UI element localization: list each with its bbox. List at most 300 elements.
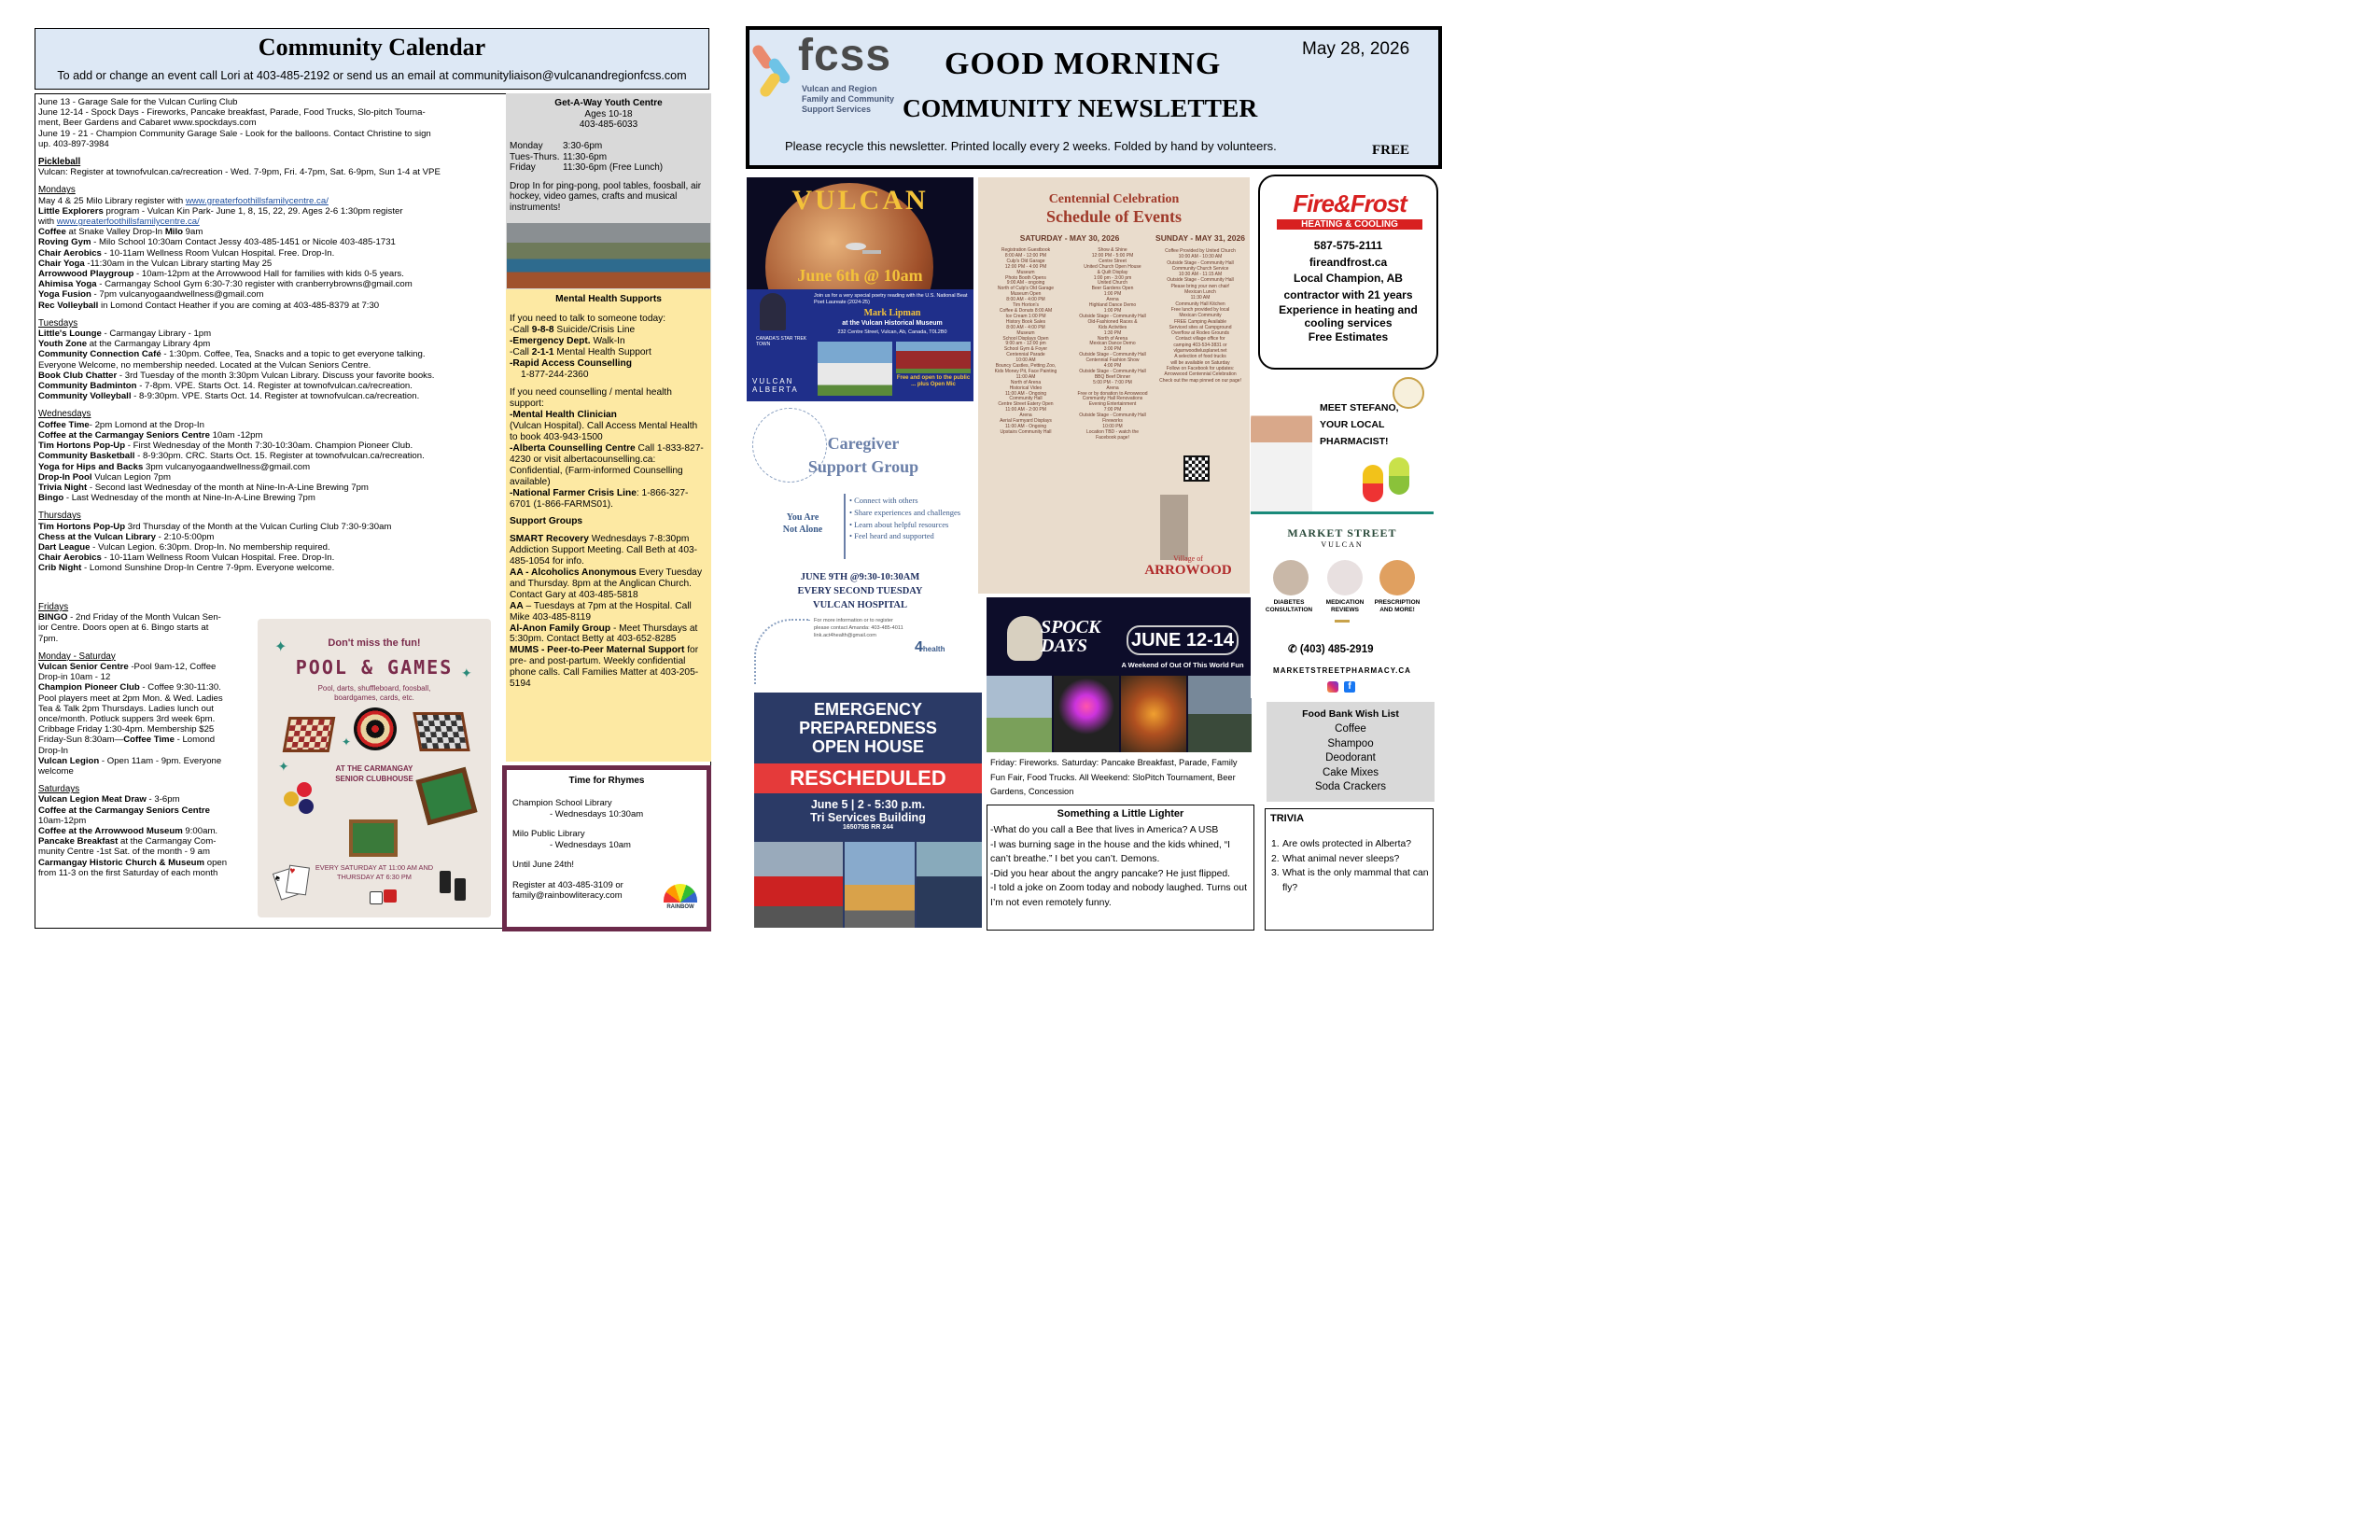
schedule-line: Outside Stage - Community Hall bbox=[1079, 313, 1146, 319]
schedule-line: & Quilt Display bbox=[1097, 269, 1128, 275]
schedule-line: School Displays Open bbox=[1002, 335, 1049, 342]
schedule-line: 9:00 am - 12:00 pm bbox=[1005, 341, 1046, 347]
spock-days-dates: JUNE 12-14 bbox=[1127, 625, 1239, 655]
schedule-line: Contact village office for bbox=[1175, 336, 1225, 343]
fire-frost-site: fireandfrost.ca bbox=[1309, 255, 1388, 269]
trivia-title: TRIVIA bbox=[1270, 813, 1305, 824]
event-text: 10am-12pm bbox=[38, 815, 87, 826]
schedule-line: Community Hall Renovations bbox=[1082, 396, 1143, 402]
event-text: 9am bbox=[183, 227, 203, 238]
event-text: munity Centre -1st Sat. of the month - 9 am bbox=[38, 847, 210, 858]
schedule-line: 12:00 PM - 5:00 PM bbox=[1091, 252, 1134, 259]
schedule-line: School Gym & Foyer bbox=[1003, 346, 1048, 353]
centennial-title: Centennial Celebration bbox=[1048, 192, 1180, 206]
schedule-line: 10:00 AM - 10:30 AM bbox=[1178, 254, 1223, 260]
event-text: -Pool 9am-12, Coffee bbox=[128, 662, 217, 673]
schedule-line: 1:30 PM bbox=[1103, 329, 1122, 336]
pharmacy-site[interactable]: MARKETSTREETPHARMACY.CA bbox=[1273, 666, 1411, 675]
pharmacy-town: VULCAN bbox=[1321, 540, 1364, 549]
bus-photo bbox=[896, 342, 971, 373]
sparkle-icon: ✦ bbox=[461, 665, 472, 680]
schedule-line: FREE Camping Available bbox=[1173, 318, 1227, 325]
joke-line: -I was burning sage in the house and the kids whined, “I can’t breathe.” I bet you can’t. Demons. bbox=[990, 839, 1231, 864]
sunday-column bbox=[1154, 248, 1247, 384]
schedule-line: 4:00 PM bbox=[1103, 363, 1122, 370]
event-text: ior Centre. Doors open at 6. Bingo starts at bbox=[38, 623, 209, 634]
caregiver-schedule: EVERY SECOND TUESDAY bbox=[797, 586, 923, 596]
issue-date: May 28, 2026 bbox=[1302, 39, 1410, 59]
event-name: Youth Zone bbox=[38, 339, 88, 350]
event-text: Cribbage Friday 1:30-4pm. Membership $25 bbox=[38, 724, 215, 735]
event-name: Tim Hortons Pop-Up bbox=[38, 521, 126, 532]
event-name: Little Explorers bbox=[38, 205, 104, 217]
emergency-photo bbox=[917, 842, 982, 928]
event-name: Community Connection Café bbox=[38, 349, 161, 360]
event-text: - 10am-12pm at the Arrowwood Hall for families with kids 0-5 years. bbox=[133, 269, 404, 280]
schedule-line: Centre Street bbox=[1099, 258, 1127, 264]
event-text: at the Carmangay Library 4pm bbox=[87, 339, 211, 350]
getaway-desc: Drop In for ping-pong, pool tables, foosball, air hockey, video games, crafts and musical instruments! bbox=[510, 180, 702, 213]
spock-days-title: SPOCK DAYS bbox=[1041, 617, 1101, 656]
fcss-sub: Support Services bbox=[802, 105, 872, 114]
service-label: PRESCRIPTION AND MORE! bbox=[1374, 599, 1421, 613]
schedule-line: Museum bbox=[1016, 329, 1035, 336]
event-text: - Last Wednesday of the month at Nine-In-A-Line Brewing 7pm bbox=[63, 493, 315, 504]
event-text: - Coffee 9:30-11:30. bbox=[139, 682, 221, 693]
caregiver-bullet: • Connect with others bbox=[849, 496, 918, 505]
greater-foothills-link[interactable]: www.greaterfoothillsfamilycentre.ca/ bbox=[185, 195, 329, 206]
schedule-line: 11:00 AM bbox=[1015, 373, 1036, 380]
getaway-title: Get-A-Way Youth Centre bbox=[554, 98, 663, 108]
trivia-box bbox=[1265, 808, 1434, 931]
dice-icon bbox=[370, 889, 398, 908]
event-text: - 2nd Friday of the Month Vulcan Sen- bbox=[67, 612, 221, 623]
event-name: Vulcan Legion Meat Draw bbox=[38, 794, 147, 805]
chess-board-icon bbox=[413, 712, 469, 751]
schedule-line: United Church bbox=[1098, 280, 1127, 287]
top-item: June 12-14 - Spock Days - Fireworks, Pancake breakfast, Parade, Food Trucks, Slo-pitch Tourna- bbox=[38, 107, 426, 119]
sparkle-icon: ✦ bbox=[342, 735, 352, 749]
schedule-line: Outside Stage - Community Hall bbox=[1079, 352, 1146, 358]
schedule-line: Mexican Lunch bbox=[1184, 289, 1216, 296]
event-text: - 10-11am Wellness Room Vulcan Hospital. Free. Drop-In. bbox=[101, 247, 335, 259]
trivia-question: 3. What is the only mammal that can fly? bbox=[1271, 868, 1429, 893]
top-item: ment, Beer Gardens and Cabaret www.spockdays.com bbox=[38, 118, 257, 129]
vulcan-title: VULCAN bbox=[791, 185, 929, 216]
event-text: in Lomond Contact Heather if you are coming at 403-485-8379 at 7:30 bbox=[98, 300, 380, 311]
poster-location: AT THE CARMANGAY SENIOR CLUBHOUSE bbox=[335, 764, 413, 783]
spock-days-sub: A Weekend of Out Of This World Fun bbox=[1121, 661, 1244, 669]
schedule-line: Free or by donation to Arrowwood bbox=[1077, 390, 1148, 397]
pharmacist-photo bbox=[1251, 392, 1312, 511]
schedule-line: Follow on Facebook for updates: bbox=[1166, 365, 1235, 371]
schedule-line: Community Hall bbox=[1009, 396, 1043, 402]
calendar-subtitle: To add or change an event call Lori at 403-485-2192 or send us an email at communityliaison@vulcanandregionfcss.com bbox=[57, 69, 687, 82]
mondays-heading: Mondays bbox=[38, 185, 76, 196]
event-name: Trivia Night bbox=[38, 482, 88, 493]
event-name: Ahimisa Yoga bbox=[38, 279, 97, 290]
schedule-line: Mexican Dance Demo bbox=[1089, 341, 1136, 347]
schedule-line: Please bring your own chair! bbox=[1170, 283, 1230, 289]
fire-frost-text: contractor with 21 years bbox=[1283, 287, 1413, 301]
fcss-sub: Family and Community bbox=[802, 94, 895, 104]
event-name: Coffee at the Carmangay Seniors Centre bbox=[38, 805, 210, 816]
schedule-line: 3:00 PM bbox=[1103, 346, 1122, 353]
newsletter-title-1: GOOD MORNING bbox=[945, 47, 1222, 81]
poetry-intro: Join us for a very special poetry reading with the U.S. National Beat Poet Laureate (2024-25) bbox=[814, 293, 968, 305]
saturdays-heading: Saturdays bbox=[38, 784, 80, 795]
newsletter-title-2: COMMUNITY NEWSLETTER bbox=[903, 93, 1258, 122]
getaway-youth-centre bbox=[506, 93, 711, 289]
food-bank-item: Cake Mixes bbox=[1322, 766, 1379, 778]
pool-table-icon bbox=[415, 767, 477, 826]
schedule-line: Coffee Provided by United Church bbox=[1165, 248, 1236, 254]
rescheduled-banner: RESCHEDULED bbox=[754, 763, 982, 793]
caregiver-support-poster bbox=[747, 404, 973, 689]
event-name: Chess at the Vulcan Library bbox=[38, 531, 157, 542]
event-text: at the Carmangay Com- bbox=[118, 836, 217, 847]
top-item: up. 403-897-3984 bbox=[38, 138, 109, 149]
getaway-ages: Ages 10-18 bbox=[584, 108, 633, 119]
schedule-line: 11:00 AM - Ongoing bbox=[1004, 390, 1047, 397]
event-text: welcome bbox=[38, 766, 74, 777]
getaway-phone: 403-485-6033 bbox=[579, 119, 638, 131]
museum-photo bbox=[818, 342, 892, 396]
pharmacy-ad bbox=[1251, 371, 1442, 698]
schedule-line: Registration Guestbook bbox=[1001, 247, 1051, 253]
schedule-line: North of Arena bbox=[1010, 379, 1042, 385]
top-item: June 19 - 21 - Champion Community Garage Sale - Look for the balloons. Contact Christine to sign bbox=[38, 128, 431, 139]
diabetes-icon bbox=[1273, 560, 1309, 595]
event-text: - First Wednesday of the Month 7:30-10:30am. Champion Pioneer Club. bbox=[125, 441, 413, 452]
spock-photo bbox=[987, 676, 1052, 752]
trivia-question: 1. Are owls protected in Alberta? bbox=[1271, 839, 1412, 849]
prescription-icon bbox=[1379, 560, 1415, 595]
event-text: May 4 & 25 Milo Library register with bbox=[38, 195, 186, 206]
event-text: program - Vulcan Kin Park- June 1, 8, 15, 22, 29. Ages 2-6 1:30pm register bbox=[103, 205, 403, 217]
schedule-line: Kids Money Pit, Face Painting bbox=[994, 368, 1057, 374]
schedule-line: Outside Stage - Community Hall bbox=[1079, 413, 1146, 419]
emergency-place: Tri Services Building bbox=[810, 811, 926, 824]
pool-games-poster bbox=[258, 619, 491, 917]
fire-frost-text: Experience in heating and cooling services bbox=[1279, 303, 1418, 329]
schedule-line: Historical Video bbox=[1009, 385, 1043, 391]
top-item: June 13 - Garage Sale for the Vulcan Curling Club bbox=[38, 97, 238, 107]
schedule-line: 11:00 AM - 2:00 PM bbox=[1005, 407, 1046, 413]
event-text: with bbox=[38, 217, 57, 228]
emergency-photo bbox=[754, 842, 843, 928]
sparkle-icon: ✦ bbox=[278, 759, 289, 774]
free-label: FREE bbox=[1372, 143, 1410, 158]
getaway-hours-row: Monday 3:30-6pm bbox=[510, 141, 603, 151]
emergency-line: EMERGENCY bbox=[813, 700, 922, 719]
pharmacy-phone: (403) 485-2919 bbox=[1299, 644, 1374, 655]
schedule-line: Centre Street Eatery Open bbox=[998, 401, 1054, 408]
schedule-line: Centennial Fashion Show bbox=[1085, 357, 1140, 364]
dartboard-icon bbox=[354, 707, 397, 750]
event-text: - 2:10-5:00pm bbox=[156, 531, 215, 542]
sunday-heading: SUNDAY - MAY 31, 2026 bbox=[1155, 233, 1245, 243]
checkers-board-icon bbox=[283, 717, 336, 752]
schedule-line: Museum bbox=[1016, 269, 1035, 275]
pharmacist-headline: YOUR LOCAL PHARMACIST! bbox=[1320, 419, 1389, 447]
schedule-line: Outside Stage - Community Hall bbox=[1167, 277, 1234, 284]
food-bank-item: Soda Crackers bbox=[1314, 781, 1387, 792]
event-name: Bingo bbox=[38, 493, 64, 504]
schedule-line: Fireworks bbox=[1102, 418, 1123, 425]
event-text: - Open 11am - 9pm. Everyone bbox=[99, 755, 222, 766]
instagram-icon[interactable] bbox=[1327, 681, 1338, 693]
crowd-photo bbox=[1188, 676, 1252, 752]
caregiver-tag: You Are bbox=[786, 512, 819, 523]
facebook-icon[interactable]: f bbox=[1344, 681, 1355, 693]
event-text: - Carmangay Library - 1pm bbox=[101, 329, 212, 340]
fire-frost-logo-sub: HEATING & COOLING bbox=[1277, 219, 1422, 230]
event-name: Crib Night bbox=[38, 563, 82, 574]
schedule-line: Facebook page! bbox=[1096, 434, 1129, 441]
event-text: Drop-In bbox=[38, 745, 68, 756]
getaway-hours-row: Tues-Thurs. 11:30-6pm bbox=[510, 151, 608, 162]
event-text: Pool players meet at 2pm Mon. & Wed. Ladies bbox=[38, 693, 223, 704]
calendar-header bbox=[35, 28, 709, 90]
mon-sat-heading: Monday - Saturday bbox=[38, 651, 116, 662]
schedule-line: 1:00 PM bbox=[1103, 307, 1122, 314]
event-name: Dart League bbox=[38, 541, 91, 553]
thursdays-heading: Thursdays bbox=[38, 511, 81, 522]
vulcan-poetry-poster bbox=[747, 177, 973, 401]
event-name: Community Basketball bbox=[38, 451, 135, 462]
schedule-line: Photo Booth Opens bbox=[1005, 274, 1046, 281]
poster-title: POOL & GAMES bbox=[295, 656, 454, 679]
foosball-table-icon bbox=[349, 819, 398, 857]
event-name: Pancake Breakfast bbox=[38, 836, 119, 847]
schedule-line: Aerial Farmyard Displays bbox=[1000, 418, 1052, 425]
event-text: - Carmangay School Gym 6:30-7:30 register with cranberrybrowns@gmail.com bbox=[96, 279, 413, 290]
wednesdays-heading: Wednesdays bbox=[38, 409, 91, 420]
poster-when: EVERY SATURDAY AT 11:00 AM AND THURSDAY AT 6:30 PM bbox=[315, 863, 434, 881]
schedule-line: Culp's Old Garage bbox=[1006, 258, 1045, 264]
schedule-line: Coffee & Donuts 8:00 AM bbox=[999, 307, 1053, 314]
poetry-address: 232 Centre Street, Vulcan, Ab, Canada, T0L2B0 bbox=[837, 329, 947, 335]
saturday-column-1 bbox=[982, 248, 1070, 436]
caregiver-title-1: Caregiver bbox=[827, 434, 900, 453]
grain-elevator-graphic bbox=[1160, 495, 1188, 560]
spock-portrait bbox=[1007, 616, 1043, 661]
schedule-line: 7:00 PM bbox=[1103, 407, 1122, 413]
schedule-line: 12:00 PM - 4:00 PM bbox=[1004, 263, 1047, 270]
event-text: Vulcan Legion 7pm bbox=[91, 471, 172, 483]
event-text: - Lomond bbox=[174, 735, 216, 746]
event-text: at Snake Valley Drop-In bbox=[65, 227, 165, 238]
something-lighter bbox=[987, 805, 1254, 931]
schedule-line: Outside Stage - Community Hall bbox=[1079, 368, 1146, 374]
event-text: 3pm vulcanyogaandwellness@gmail.com bbox=[143, 461, 311, 472]
playing-cards-icon: ♠ ♥ bbox=[276, 866, 314, 898]
star-trek-town: CANADA'S STAR TREK TOWN bbox=[756, 336, 807, 347]
event-name: Tim Hortons Pop-Up bbox=[38, 441, 126, 452]
saturday-column-2 bbox=[1068, 248, 1157, 441]
schedule-line: Free lunch provided by local bbox=[1170, 306, 1230, 313]
caregiver-bullet: • Learn about helpful resources bbox=[849, 519, 949, 529]
event-name: Champion Pioneer Club bbox=[38, 682, 140, 693]
schedule-line: 11:00 AM - Ongoing bbox=[1004, 424, 1047, 429]
sparkle-icon: ✦ bbox=[274, 639, 287, 655]
event-text: - 7pm vulcanyogaandwellness@gmail.com bbox=[91, 289, 264, 301]
schedule-line: BBQ Beef Dinner bbox=[1094, 373, 1131, 380]
spock-days-desc: Friday: Fireworks. Saturday: Pancake Breakfast, Parade, Family Fun Fair, Food Trucks. All Weekend: SloPitch Tournament, Beer Gardens, Concession bbox=[990, 758, 1238, 797]
schedule-line: History Book Sales bbox=[1005, 318, 1046, 325]
schedule-line: 10:30 AM - 11:15 AM bbox=[1178, 272, 1223, 278]
event-name: Chair Aerobics bbox=[38, 553, 102, 564]
schedule-line: 10:00 PM bbox=[1102, 424, 1123, 429]
spock-days-poster bbox=[987, 597, 1252, 752]
poster-kicker: Don't miss the fun! bbox=[328, 637, 421, 649]
pharmacy-brand: MARKET STREET bbox=[1287, 526, 1397, 539]
newsletter-header bbox=[746, 26, 1442, 169]
schedule-line: Location TBD - watch the bbox=[1085, 428, 1140, 435]
arrowwood-logo: ARROWOOD bbox=[1144, 563, 1232, 578]
poetry-venue: at the Vulcan Historical Museum bbox=[842, 320, 943, 327]
schedule-line: 8:00 AM - 12:00 PM bbox=[1004, 252, 1047, 259]
schedule-line: camping 403-534-3831 or bbox=[1173, 342, 1227, 348]
service-label: DIABETES CONSULTATION bbox=[1265, 599, 1313, 613]
greater-foothills-link[interactable]: www.greaterfoothillsfamilycentre.ca/ bbox=[56, 217, 200, 228]
rainbow-logo-text: RAINBOW bbox=[666, 904, 694, 910]
fridays-heading: Fridays bbox=[38, 602, 69, 612]
mental-title: Mental Health Supports bbox=[555, 294, 662, 304]
support-groups-heading: Support Groups bbox=[510, 516, 583, 527]
food-bank-item: Coffee bbox=[1335, 723, 1366, 735]
event-name: Coffee Time bbox=[123, 735, 175, 746]
schedule-line: Centennial Parade bbox=[1006, 352, 1045, 358]
event-text: open bbox=[204, 857, 228, 868]
calendar-events bbox=[38, 97, 500, 574]
event-text: - 7-8pm. VPE. Starts Oct. 14. Register at townofvulcan.ca/recreation. bbox=[136, 381, 413, 392]
event-text: - 1:30pm. Coffee, Tea, Snacks and a topic to get everyone talking. bbox=[161, 349, 426, 360]
schedule-line: Evening Entertainment bbox=[1088, 401, 1137, 408]
schedule-line: 8:00 AM - 4:00 PM bbox=[1006, 297, 1045, 303]
emergency-address: 165075B RR 244 bbox=[842, 824, 894, 831]
schedule-line: Arrowwood Centennial Celebration bbox=[1164, 371, 1237, 378]
calendar-lower-events bbox=[38, 602, 253, 878]
schedule-line: Beer Gardens Open bbox=[1091, 286, 1134, 292]
qr-code-icon bbox=[1183, 455, 1210, 482]
event-text: Drop-in 10am - 12 bbox=[38, 672, 111, 683]
emergency-line: PREPAREDNESS bbox=[799, 719, 937, 737]
emergency-line: OPEN HOUSE bbox=[811, 737, 925, 756]
event-text: - 10-11am Wellness Room Vulcan Hospital. Free. Drop-In. bbox=[101, 553, 335, 564]
food-bank-item: Deodorant bbox=[1325, 752, 1376, 763]
schedule-line: Outside Stage - Community Hall bbox=[1167, 259, 1234, 266]
schedule-line: Serviced sites at Campground bbox=[1169, 324, 1232, 330]
event-text: -11:30am in the Vulcan Library starting May 25 bbox=[84, 258, 273, 269]
vulcan-date: June 6th @ 10am bbox=[797, 266, 923, 285]
vulcan-alberta: VULCAN ALBERTA bbox=[752, 377, 799, 394]
emergency-date: June 5 | 2 - 5:30 p.m. bbox=[810, 798, 926, 811]
schedule-line: 10:00 AM bbox=[1015, 357, 1036, 364]
schedule-line: United Church Open House bbox=[1084, 263, 1141, 270]
event-text: - 8-9:30pm. CRC. Starts Oct. 15. Register at townofvulcan.ca/recreation. bbox=[134, 451, 425, 462]
schedule-line: 1:00 pm - 3:00 pm bbox=[1093, 274, 1132, 281]
event-text: - Second last Wednesday of the month at Nine-In-A-Line Brewing 7pm bbox=[87, 482, 369, 493]
event-name: Community Badminton bbox=[38, 381, 137, 392]
event-name: Community Volleyball bbox=[38, 391, 132, 402]
event-name: Rec Volleyball bbox=[38, 300, 99, 311]
schedule-line: 1:00 PM bbox=[1103, 291, 1122, 298]
event-text: - Vulcan Legion. 6:30pm. Drop-In. No membership required. bbox=[90, 541, 330, 553]
event-name: Vulcan Senior Centre bbox=[38, 662, 129, 673]
recycle-note: Please recycle this newsletter. Printed locally every 2 weeks. Folded by hand by volunteers. bbox=[785, 139, 1277, 153]
schedule-line: Community Church Service bbox=[1171, 265, 1229, 272]
event-name: Arrowwood Playgroup bbox=[38, 269, 134, 280]
schedule-line: Bouncy Castles, Petting Zoo, bbox=[995, 363, 1057, 370]
mental-health-supports: Mental Health Supports If you need to talk to someone today: -Call 9-8-8 Suicide/Crisis Line -Emergency Dept. Walk-In -Call 2-1-1 Mental Health Support -Rapid Access Counselling 1-877-244-2360 If you need counselling / mental health support: -Mental Health Clinician (Vulcan Hospital). Call Access Mental Health to book 403-943-1500 -Alberta Counselling Centre Call 1-833-827-4230 or visit albertacounselling.ca: Confidential, (Farm-informed Counselling available) -National Farmer Crisis Line: 1-866-327-6701 (1-866-FARMS01). Support Groups SMART Recovery Wednesdays 7-8:30pm Addiction Support Meeting. Call Beth at 403-485-1054 for info. AA - Alcoholics Anonymous Every Tuesday and Thursday. 8pm at the Anglican Church. Contact Gary at 403-485-5818 AA – Tuesdays at 7pm at the Hospital. Call Mike 403-485-8119 Al-Anon Family Group - Meet Thursdays at 5:30pm. Contact Betty at 403-652-8285 MUMS - Peer-to-Peer Maternal Support for pre- and post-partum. Weekly confidential phone calls. Call Families Matter at 403-205-5194 bbox=[506, 289, 711, 762]
event-text: Everyone Welcome, no membership needed. Located at the Vulcan Seniors Centre. bbox=[38, 359, 371, 371]
dominoes-icon bbox=[440, 871, 468, 908]
starship-icon bbox=[846, 243, 883, 256]
schedule-line: North of Culp's Old Garage bbox=[997, 286, 1055, 292]
spock-silhouette bbox=[760, 293, 786, 330]
joke-line: -What do you call a Bee that lives in America? A USB bbox=[990, 825, 1219, 835]
event-name: Book Club Chatter bbox=[38, 370, 118, 381]
event-name: Milo bbox=[164, 227, 183, 238]
pharmacist-headline: MEET STEFANO, bbox=[1320, 402, 1399, 413]
schedule-line: vlgarrwoodtelusplanet.net bbox=[1173, 348, 1227, 355]
fire-frost-text: Local Champion, AB bbox=[1294, 272, 1403, 285]
event-text: - 3-6pm bbox=[146, 794, 180, 805]
caregiver-tag: Not Alone bbox=[782, 525, 823, 535]
fcss-logo-icon bbox=[757, 44, 798, 100]
event-name: Roving Gym bbox=[38, 237, 91, 248]
event-name: Vulcan Legion bbox=[38, 755, 100, 766]
calendar-title: Community Calendar bbox=[258, 34, 486, 61]
schedule-line: Museum Open bbox=[1010, 291, 1042, 298]
getaway-hours-row: Friday 11:30-6pm (Free Lunch) bbox=[510, 162, 664, 174]
time-for-rhymes: Time for Rhymes Champion School Library - Wednesdays 10:30am Milo Public Library - Wednesdays 10am Until June 24th! Register at 403-485-3109 or family@rainbowliteracy.com RAINBOW bbox=[502, 765, 711, 931]
centennial-subtitle: Schedule of Events bbox=[1045, 207, 1182, 226]
event-name: Yoga Fusion bbox=[38, 289, 91, 301]
pill-mascots-icon bbox=[1363, 452, 1428, 508]
emergency-photo bbox=[845, 842, 915, 928]
centennial-schedule bbox=[978, 177, 1250, 594]
event-text: from 11-3 on the first Saturday of each month bbox=[38, 867, 218, 878]
schedule-line: Show & Shine bbox=[1098, 247, 1127, 253]
schedule-line: Tim Horton's bbox=[1013, 302, 1039, 309]
event-text: Friday-Sun 8:30am— bbox=[38, 735, 124, 746]
youth-centre-photo bbox=[507, 223, 710, 288]
caregiver-bullet: • Feel heard and supported bbox=[849, 531, 934, 541]
schedule-line: A selection of food trucks bbox=[1174, 354, 1226, 360]
fire-frost-text: Free Estimates bbox=[1308, 330, 1389, 343]
event-text: - 8-9:30pm. VPE. Starts Oct. 14. Register at townofvulcan.ca/recreation. bbox=[131, 391, 420, 402]
event-name: Coffee at the Carmangay Seniors Centre bbox=[38, 429, 210, 441]
saturday-heading: SATURDAY - MAY 30, 2026 bbox=[1019, 233, 1120, 243]
food-photo bbox=[1121, 676, 1186, 752]
schedule-line: 8:00 AM - 4:00 PM bbox=[1006, 324, 1045, 330]
event-name: Carmangay Historic Church & Museum bbox=[38, 857, 205, 868]
event-text: - Milo School 10:30am Contact Jessy 403-485-1451 or Nicole 403-485-1731 bbox=[91, 237, 396, 248]
phone-icon: ✆ bbox=[1288, 644, 1297, 655]
schedule-line: 11:30 AM bbox=[1190, 295, 1211, 301]
event-text: 9:00am. bbox=[182, 826, 218, 837]
fire-frost-phone: 587-575-2111 bbox=[1313, 239, 1383, 252]
pickleball-heading: Pickleball bbox=[38, 157, 81, 168]
schedule-line: Mexican Community bbox=[1179, 313, 1222, 319]
billiard-balls-icon bbox=[284, 782, 321, 819]
fire-frost-logo: Fire&Frost bbox=[1293, 189, 1407, 217]
schedule-line: Arena bbox=[1019, 413, 1032, 419]
schedule-line: Upstairs Community Hall bbox=[1000, 428, 1052, 435]
